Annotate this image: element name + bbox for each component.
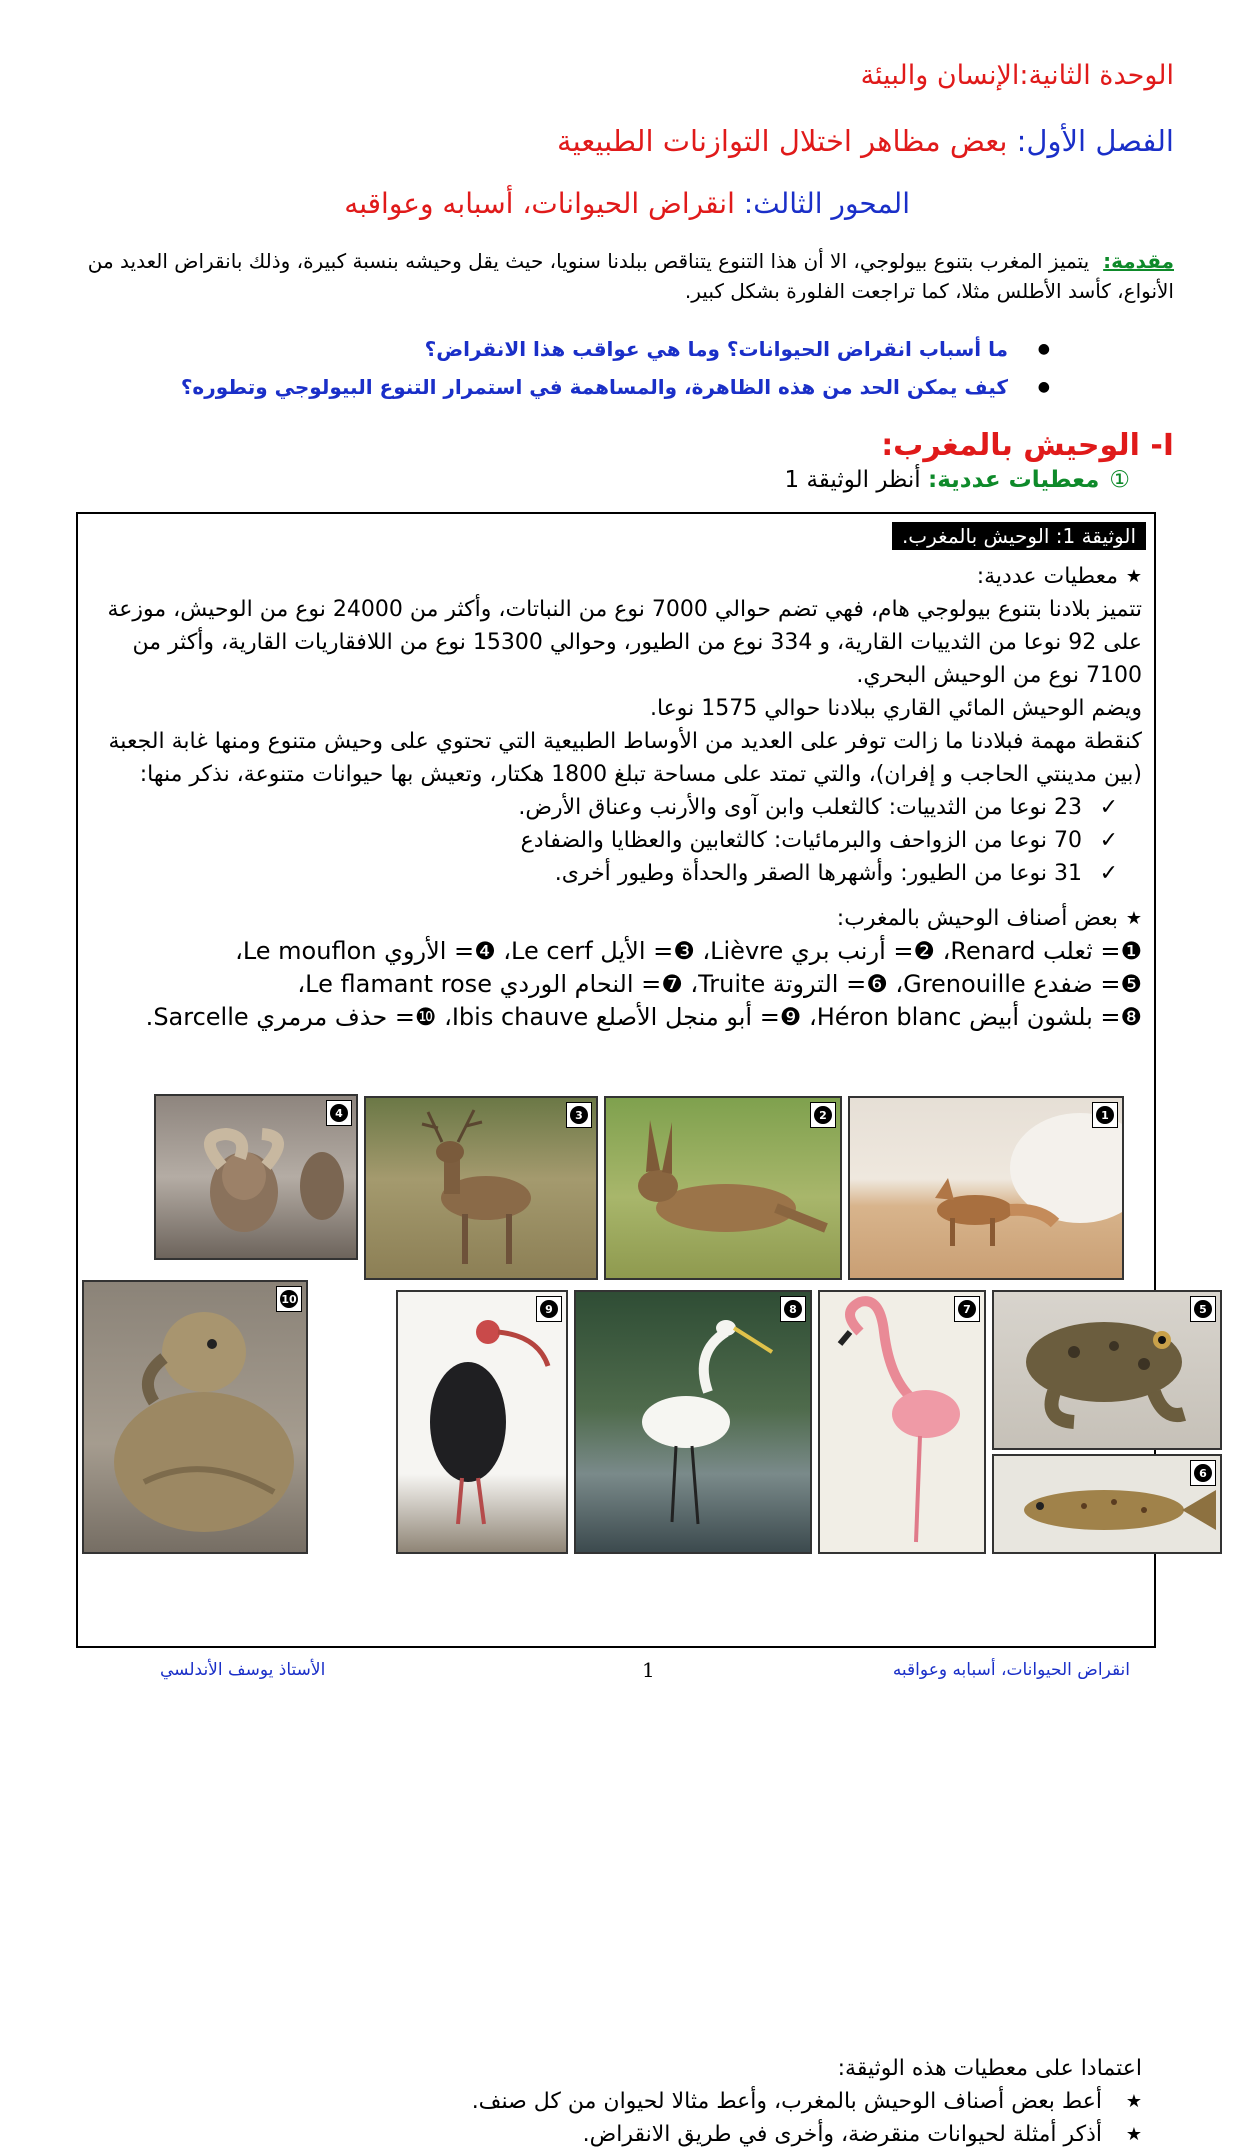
- heron-photo: [574, 1290, 812, 1554]
- photo-badge: 7: [954, 1296, 980, 1322]
- photo-badge: 9: [536, 1296, 562, 1322]
- section-title-text: الوحيش بالمغرب:: [881, 428, 1140, 463]
- ibis-icon: [398, 1292, 568, 1554]
- photo-badge: 3: [566, 1102, 592, 1128]
- subsection-ref: أنظر الوثيقة 1: [784, 467, 921, 493]
- intro-text: يتميز المغرب بتنوع بيولوجي، الا أن هذا التنوع يتناقص ببلدنا سنويا، حيث يقل وحيشه بنسبة كبيرة، وذلك بانقراض العديد من الأنواع، كأسد الأطلس مثلا، كما تراجعت الفلورة بشكل كبير.: [87, 249, 1174, 303]
- toad-photo: [992, 1290, 1222, 1450]
- chapter-title: بعض مظاهر اختلال التوازنات الطبيعية: [557, 124, 1008, 158]
- subsection-title: [785, 467, 1131, 493]
- check-item: ✓ 23 نوعا من الثدييات: كالثعلب وابن آوى والأرنب وعناق الأرض.: [88, 791, 1142, 824]
- document-tag-prefix: الوثيقة 1:: [1055, 524, 1136, 548]
- document-paragraph: ويضم الوحيش المائي القاري ببلادنا حوالي 1575 نوعا.: [649, 696, 1142, 721]
- flamingo-icon: [820, 1292, 986, 1554]
- photo-badge: 8: [780, 1296, 806, 1322]
- deer-icon: [366, 1098, 598, 1280]
- subsection-number: ①: [1109, 467, 1130, 493]
- toad-icon: [994, 1292, 1222, 1450]
- numeric-heading: ★ معطيات عددية:: [88, 560, 1142, 593]
- intro-label: مقدمة:: [1103, 249, 1174, 273]
- unit-title: الإنسان والبيئة: [860, 60, 1020, 91]
- fox-icon: [850, 1098, 1124, 1280]
- ibis-photo: [396, 1290, 568, 1554]
- document-tag: [892, 522, 1146, 550]
- footer-author: الأستاذ يوسف الأندلسي: [160, 1660, 326, 1680]
- species-line: ❶= ثعلب Renard، ❷= أرنب بري Lièvre، ❸= الأيل Le cerf، ❹= الأروي Le mouflon،: [235, 937, 1142, 965]
- trout-photo: [992, 1454, 1222, 1554]
- deer-photo: [364, 1096, 598, 1280]
- problem-questions: [130, 330, 1050, 406]
- trout-icon: [994, 1456, 1222, 1554]
- unit-label: الوحدة الثانية:: [1019, 60, 1174, 91]
- section-title: [881, 428, 1174, 463]
- document-paragraph: كنقطة مهمة فبلادنا ما زالت توفر على العديد من الأوساط الطبيعية التي تحتوي على وحيش متنوع ومنها غابة الجعبة (بين مدينتي الحاجب و إفران)، والتي تمتد على مساحة تبلغ 1800 هكتار، وتعيش بها حيوانات متنوعة، نذكر منها:: [108, 729, 1142, 787]
- species-line: ❺= ضفدع Grenouille، ❻= التروتة Truite، ❼= النحام الوردي Le flamant rose،: [297, 970, 1142, 998]
- axis-title: انقراض الحيوانات، أسبابه وعواقبه: [344, 187, 735, 220]
- species-line: ❽= بلشون أبيض Héron blanc، ❾= أبو منجل الأصلع Ibis chauve، ❿= حذف مرمري Sarcelle.: [145, 1003, 1142, 1031]
- photo-badge: 6: [1190, 1460, 1216, 1486]
- duck-photo: [82, 1280, 308, 1554]
- task-item: ★ أعط بعض أصناف الوحيش بالمغرب، وأعط مثالا لحيوان من كل صنف.: [88, 2085, 1142, 2118]
- mouflon-photo: [154, 1094, 358, 1260]
- chapter-heading: [557, 124, 1174, 158]
- intro-paragraph: [62, 246, 1174, 306]
- hare-icon: [606, 1098, 842, 1280]
- document-paragraph: تتميز بلادنا بتنوع بيولوجي هام، فهي تضم حوالي 7000 نوع من النباتات، وأكثر من 24000 نوع من الوحيش، موزعة على 92 نوعا من الثدييات القارية، و 334 نوع من الطيور، وحوالي 15300 نوع من اللافقاريات القارية، وأكثر من 7100 نوع من الوحيش البحري.: [107, 597, 1142, 688]
- subsection-title-text: معطيات عددية:: [928, 467, 1100, 493]
- chapter-label: الفصل الأول:: [1016, 124, 1174, 158]
- photo-badge: 5: [1190, 1296, 1216, 1322]
- document-tasks: [88, 2052, 1142, 2151]
- heron-icon: [576, 1292, 812, 1554]
- hare-photo: [604, 1096, 842, 1280]
- section-number: I-: [1150, 428, 1174, 463]
- check-item: ✓ 31 نوعا من الطيور: وأشهرها الصقر والحدأة وطيور أخرى.: [88, 857, 1142, 890]
- photo-badge: 4: [326, 1100, 352, 1126]
- axis-heading: [344, 187, 910, 220]
- task-item: ★ أذكر أمثلة لحيوانات منقرضة، وأخرى في طريق الانقراض.: [88, 2118, 1142, 2151]
- footer-topic: انقراض الحيوانات، أسبابه وعواقبه: [892, 1660, 1130, 1680]
- duck-icon: [84, 1282, 308, 1554]
- photo-badge: 2: [810, 1102, 836, 1128]
- fox-photo: [848, 1096, 1124, 1280]
- unit-heading: [861, 60, 1174, 91]
- check-item: ✓ 70 نوعا من الزواحف والبرمائيات: كالثعابين والعظايا والضفادع: [88, 824, 1142, 857]
- axis-label: المحور الثالث:: [743, 187, 910, 220]
- task-heading: اعتمادا على معطيات هذه الوثيقة:: [837, 2056, 1142, 2081]
- flamingo-photo: [818, 1290, 986, 1554]
- page-number: 1: [642, 1658, 655, 1682]
- photo-badge: 10: [276, 1286, 302, 1312]
- photo-badge: 1: [1092, 1102, 1118, 1128]
- species-heading: ★ بعض أصناف الوحيش بالمغرب:: [88, 902, 1142, 935]
- document-tag-title: الوحيش بالمغرب.: [901, 524, 1050, 548]
- document-body: [88, 560, 1142, 1034]
- question-item: ● كيف يمكن الحد من هذه الظاهرة، والمساهمة في استمرار التنوع البيولوجي وتطوره؟: [130, 368, 1050, 406]
- question-item: ● ما أسباب انقراض الحيوانات؟ وما هي عواقب هذا الانقراض؟: [130, 330, 1050, 368]
